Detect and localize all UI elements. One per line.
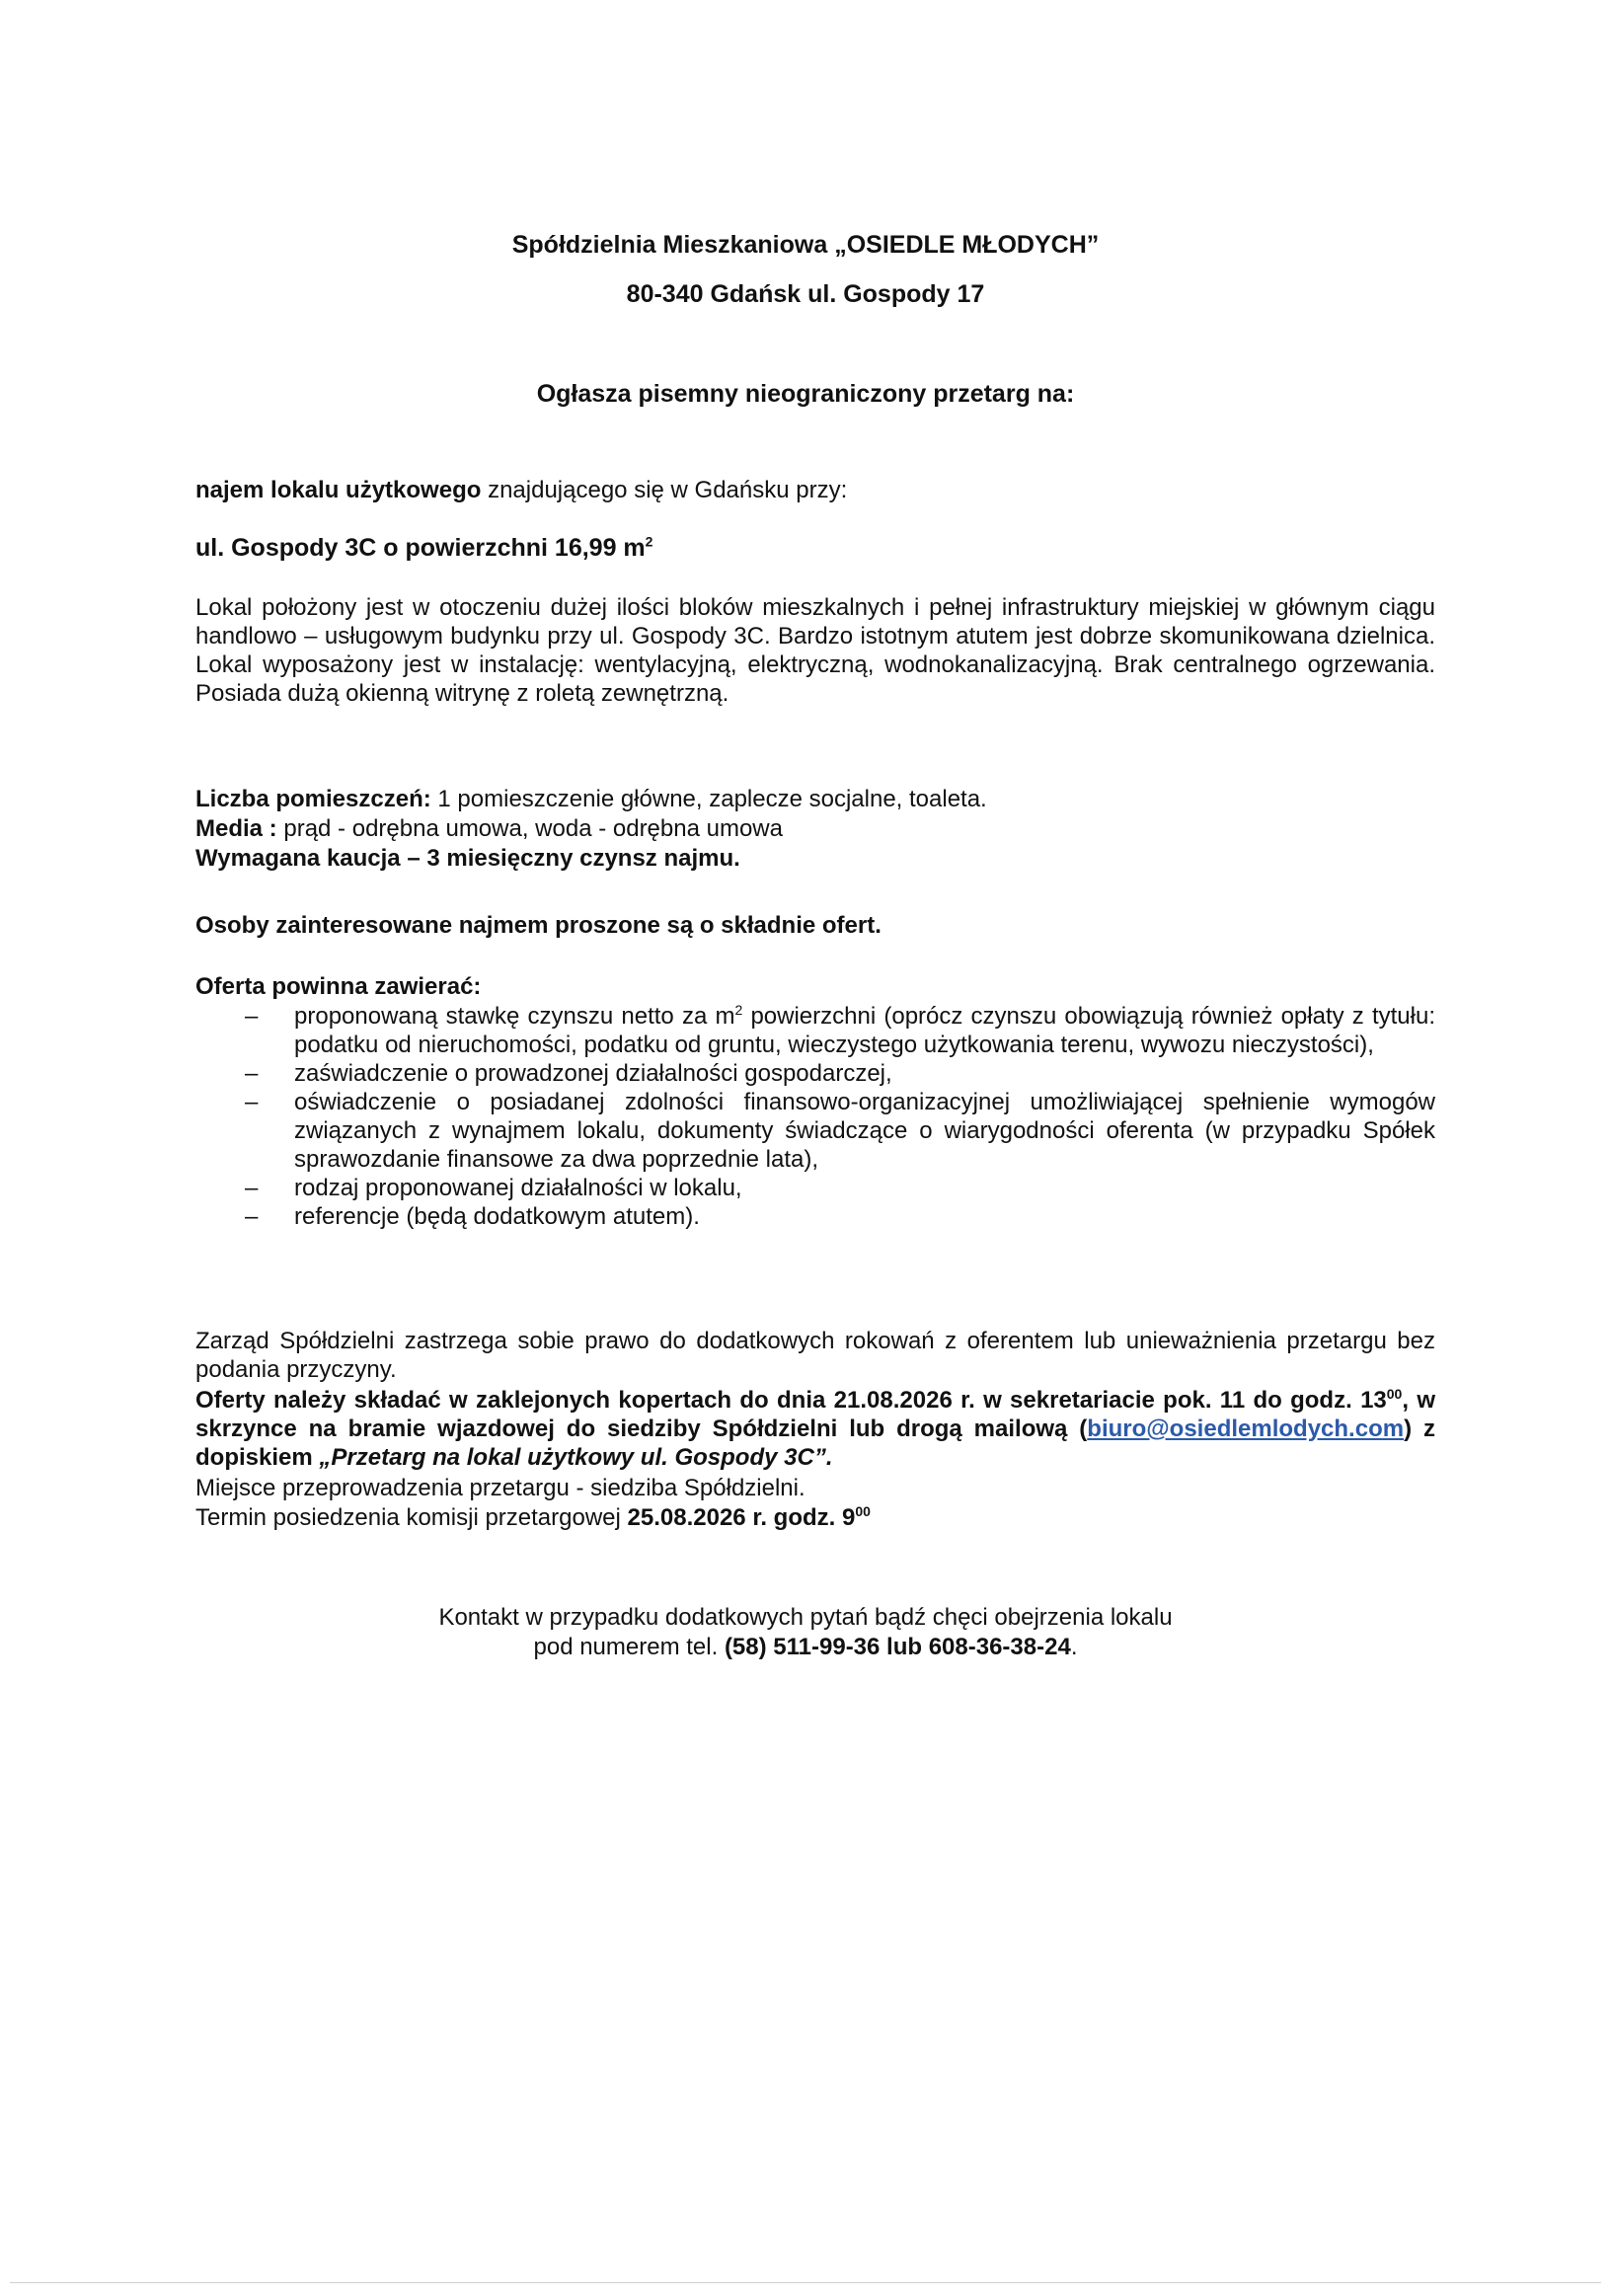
list-item <box>195 1202 1435 1231</box>
org-address: 80-340 Gdańsk ul. Gospody 17 <box>626 280 985 308</box>
time-superscript: 00 <box>855 1503 871 1519</box>
location-line <box>195 534 1435 563</box>
scan-edge-line <box>10 2282 1601 2283</box>
area-superscript: 2 <box>645 533 653 550</box>
time-superscript: 00 <box>1386 1386 1403 1402</box>
phone-numbers: (58) 511-99-36 lub 608-36-38-24 <box>724 1634 1071 1660</box>
offer-list <box>195 1002 1435 1231</box>
dash-bullet: – <box>245 1175 259 1201</box>
item-text: referencje (będą dodatkowym atutem). <box>294 1203 700 1230</box>
envelope-note: „Przetarg na lokal użytkowy ul. Gospody 3C”. <box>319 1444 833 1471</box>
rooms-value: 1 pomieszczenie główne, zaplecze socjalne, toaleta. <box>430 786 987 812</box>
place-line: Miejsce przeprowadzenia przetargu - siedziba Spółdzielni. <box>195 1475 806 1501</box>
deadline-text: Oferty należy składać w zaklejonych kopertach do dnia 21.08.2026 r. w sekretariacie pok. 11 do godz. 13 <box>195 1387 1387 1414</box>
subject-bold: najem lokalu użytkowego <box>195 477 482 503</box>
rooms-label: Liczba pomieszczeń: <box>195 786 431 812</box>
list-item <box>195 1088 1435 1174</box>
deadline-paragraph <box>195 1386 1435 1472</box>
item-text: zaświadczenie o prowadzonej działalności gospodarczej, <box>294 1060 892 1087</box>
reservation-paragraph: Zarząd Spółdzielni zastrzega sobie prawo do dodatkowych rokowań z oferentem lub unieważnienia przetargu bez podania przyczyny. <box>195 1328 1435 1383</box>
media-value: prąd - odrębna umowa, woda - odrębna umowa <box>276 815 783 842</box>
deposit-line: Wymagana kaucja – 3 miesięczny czynsz najmu. <box>195 845 740 872</box>
item-text: oświadczenie o posiadanej zdolności finansowo-organizacyjnej umożliwiającej spełnienie wymogów związanych z wynajmem lokalu, dokumenty świadczące o wiarygodności oferenta (w przypadku Spółek sprawozdanie finansowe za dwa poprzednie lata), <box>294 1089 1435 1173</box>
premises-description: Lokal położony jest w otoczeniu dużej ilości bloków mieszkalnych i pełnej infrastruktury miejskiej w głównym ciągu handlowo – usługowym budynku przy ul. Gospody 3C. Bardzo istotnym atutem jest dobrze skomunikowana dzielnica. Lokal wyposażony jest w instalację: wentylacyjną, elektryczną, wodnokanalizacyjną. Brak centralnego ogrzewania. Posiada dużą okienną witrynę z roletą zewnętrzną. <box>195 594 1435 707</box>
deadline-text: ) z dopiskiem <box>195 1416 1435 1471</box>
dash-bullet: – <box>245 1203 259 1230</box>
list-item <box>195 1059 1435 1088</box>
subject-rest: znajdującego się w Gdańsku przy: <box>481 477 848 503</box>
meeting-date: 25.08.2026 r. godz. 9 <box>627 1504 856 1531</box>
email-link[interactable]: biuro@osiedlemlodych.com <box>1087 1416 1405 1442</box>
meeting-line <box>195 1503 1435 1532</box>
list-item <box>195 1002 1435 1059</box>
dash-bullet: – <box>245 1060 259 1087</box>
location-text: ul. Gospody 3C o powierzchni 16,99 m <box>195 534 646 562</box>
media-line <box>195 814 1435 843</box>
meeting-text: Termin posiedzenia komisji przetargowej <box>195 1504 628 1531</box>
invite-line: Osoby zainteresowane najmem proszone są o składnie ofert. <box>195 912 882 939</box>
item-text: powierzchni (oprócz czynszu obowiązują również opłaty z tytułu: podatku od nieruchomości, podatku od gruntu, wieczystego użytkowania terenu, wywozu nieczystości), <box>294 1003 1436 1058</box>
org-name: Spółdzielnia Mieszkaniowa „OSIEDLE MŁODYCH” <box>511 231 1100 259</box>
media-label: Media : <box>195 815 277 842</box>
dash-bullet: – <box>245 1089 259 1115</box>
dash-bullet: – <box>245 1003 259 1030</box>
subject-line <box>195 476 1435 504</box>
list-item <box>195 1174 1435 1202</box>
m2-superscript: 2 <box>734 1002 743 1018</box>
contact-line-2 <box>0 1633 1611 1662</box>
item-text: proponowaną stawkę czynszu netto za m <box>294 1003 735 1030</box>
announcement-title: Ogłasza pisemny nieograniczony przetarg na: <box>536 380 1075 408</box>
rooms-line <box>195 785 1435 813</box>
item-text: rodzaj proponowanej działalności w lokalu, <box>294 1175 742 1201</box>
offer-heading: Oferta powinna zawierać: <box>195 973 482 1000</box>
contact-line-1: Kontakt w przypadku dodatkowych pytań bądź chęci obejrzenia lokalu <box>438 1604 1173 1631</box>
contact-text: . <box>1070 1634 1078 1660</box>
deadline-text: , w skrzynce na bramie wjazdowej do siedziby Spółdzielni lub drogą mailową ( <box>195 1387 1435 1442</box>
contact-text: pod numerem tel. <box>533 1634 725 1660</box>
